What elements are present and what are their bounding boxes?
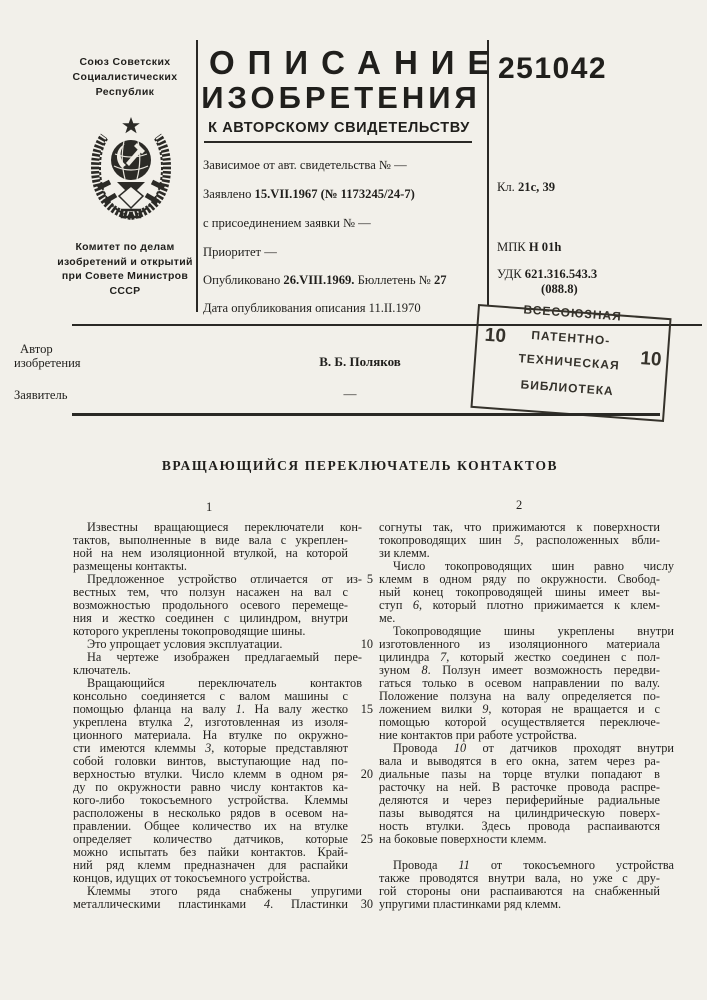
body-line: расположены в несколько рядов в осевом на- bbox=[73, 806, 348, 820]
gutter-line-number: 20 bbox=[360, 767, 373, 781]
author-label bbox=[14, 342, 81, 370]
body-line: токопроводящих шин 5, расположенных вбли- bbox=[379, 533, 660, 547]
column-1-header: 1 bbox=[206, 500, 213, 514]
ussr-coat-of-arms-icon bbox=[84, 116, 178, 226]
body-line: ной на нем изоляционной втулкой, на которой bbox=[73, 546, 348, 560]
body-line: согнуты так, что прижимаются к поверхности bbox=[379, 520, 660, 534]
body-line: помощью которой осуществляется переключе- bbox=[379, 715, 660, 729]
body-line: ние контактов при работе устройства. bbox=[379, 728, 577, 742]
body-line: Токопроводящие шины укреплены внутри bbox=[393, 624, 674, 638]
body-line: также проводятся внутри вала, но уже с дру- bbox=[379, 871, 660, 885]
body-line: расточку на ней. В расточке провода распре- bbox=[379, 780, 660, 794]
gutter-line-number: 30 bbox=[360, 897, 373, 911]
body-line: собой головки винтов, выступающие над по- bbox=[73, 754, 348, 768]
body-line: ний ряд клемм предназначен для распайки bbox=[73, 858, 348, 872]
body-line: ступ 6, который плотно прижимается к клем- bbox=[379, 598, 660, 612]
stamp-number-left: 10 bbox=[484, 324, 507, 348]
body-line: кого-либо токосъемного устройства. Клеммы bbox=[73, 793, 348, 807]
body-line: которого укреплены токопроводящие шины. bbox=[73, 624, 306, 638]
filing-row: Приоритет — bbox=[203, 245, 277, 259]
body-line: вестных тем, что ползун насажен на вал с bbox=[73, 585, 348, 599]
author-label-line2: изобретения bbox=[14, 356, 81, 370]
subtitle-underline bbox=[204, 141, 472, 143]
body-line: Положение ползуна на валу определяется по- bbox=[379, 689, 660, 703]
body-line: консольно соединяется с валом машины с bbox=[73, 689, 348, 703]
body-line: ный конец токопроводящей шины имеет вы- bbox=[379, 585, 660, 599]
union-name-line: Республик bbox=[95, 86, 155, 98]
applicant-value: — bbox=[343, 386, 357, 401]
body-line: Число токопроводящих шин равно числу bbox=[393, 559, 674, 573]
committee-name-line: Комитет по делам bbox=[75, 241, 175, 253]
filing-row: Зависимое от авт. свидетельства № — bbox=[203, 158, 407, 172]
body-line: Провода 10 от датчиков проходят внутри bbox=[393, 741, 675, 755]
body-line: Предложенное устройство отличается от из- bbox=[87, 572, 362, 586]
invention-title: ВРАЩАЮЩИЙСЯ ПЕРЕКЛЮЧАТЕЛЬ КОНТАКТОВ bbox=[161, 458, 559, 473]
committee-name-line: изобретений и открытий bbox=[57, 255, 193, 268]
stamp-line1: ВСЕСОЮЗНАЯ bbox=[523, 302, 623, 324]
body-line: Клеммы этого ряда снабжены упругими bbox=[87, 884, 362, 898]
library-stamp bbox=[470, 304, 671, 422]
filing-row: Заявлено 15.VII.1967 (№ 1173245/24-7) bbox=[203, 187, 415, 201]
body-line: деляются и через периферийные радиальные bbox=[379, 793, 660, 807]
body-line: верхностью втулки. Число клемм в одном ря- bbox=[73, 767, 348, 781]
body-line: Провода 11 от токосъемного устройства bbox=[393, 858, 674, 872]
body-line: ключатель. bbox=[73, 663, 131, 677]
body-line: укреплена втулка 2, изготовленная из изоля- bbox=[73, 715, 349, 729]
body-line: цилиндра 7, который жестко соединен с пол- bbox=[379, 650, 661, 664]
body-line: концов, идущих от токосъемного устройства. bbox=[73, 871, 311, 885]
body-line: изготовленного из изоляционного материала bbox=[379, 637, 660, 651]
body-line: определяет количество датчиков, которые bbox=[73, 832, 348, 846]
body-line: ме. bbox=[379, 611, 396, 625]
committee-name-line: СССР bbox=[109, 284, 141, 297]
body-line: на боковые поверхности клемм. bbox=[379, 832, 547, 846]
body-line: можно испытать без пайки контактов. Край- bbox=[73, 845, 348, 859]
gutter-line-number: 10 bbox=[360, 637, 373, 651]
body-line: гой стороны они распаиваются на снабженный bbox=[379, 884, 660, 898]
classification-row: Кл. 21c, 39 bbox=[497, 180, 556, 194]
body-line: Это упрощает условия эксплуатации. bbox=[87, 637, 283, 651]
committee-name-block bbox=[45, 240, 205, 298]
filing-row: Дата опубликования описания 11.II.1970 bbox=[203, 301, 421, 315]
body-line: размещены контакты. bbox=[73, 559, 187, 573]
filing-row: Опубликовано 26.VIII.1969. Бюллетень № 27 bbox=[203, 273, 447, 287]
document-subtitle: К АВТОРСКОМУ СВИДЕТЕЛЬСТВУ bbox=[208, 120, 470, 136]
body-line: клемм в одном ряду по окружности. Свобод- bbox=[379, 572, 660, 586]
body-line: ционного материала. На втулке по окружно- bbox=[73, 728, 348, 742]
body-line: На чертеже изображен предлагаемый пере- bbox=[87, 650, 362, 664]
body-line: зи клемм. bbox=[379, 546, 430, 560]
body-line: диальные пазы на торце втулки попадают в bbox=[379, 767, 660, 781]
document-type-title-2: ИЗОБРЕТЕНИЯ bbox=[201, 80, 481, 115]
union-name-block bbox=[55, 55, 195, 100]
body-line: металлическими пластинками 4. Пластинки bbox=[73, 897, 349, 911]
body-line: ность втулки. Здесь провода распаиваются bbox=[379, 819, 660, 833]
union-name-line: Социалистических bbox=[72, 71, 178, 83]
gutter-line-number: 25 bbox=[360, 832, 373, 846]
body-line: гаться только в осевом направлении по валу. bbox=[379, 676, 660, 690]
body-line: Вращающийся переключатель контактов bbox=[87, 676, 362, 690]
body-line: упругими пластинками ряд клемм. bbox=[379, 897, 562, 911]
body-line: ложением вилки 9, которая не вращается и с bbox=[379, 702, 660, 716]
union-name-line: Союз Советских bbox=[79, 56, 171, 68]
applicant-label: Заявитель bbox=[14, 388, 68, 402]
gutter-line-number: 5 bbox=[366, 572, 373, 586]
author-name: В. Б. Поляков bbox=[319, 354, 401, 369]
patent-number: 251042 bbox=[498, 52, 608, 85]
stamp-line2: ПАТЕНТНО- bbox=[530, 328, 611, 348]
committee-name-line: при Совете Министров bbox=[61, 270, 189, 282]
body-line: помощью фланца на валу 1. На валу жестко bbox=[73, 702, 348, 716]
author-section-bottom-rule bbox=[72, 413, 660, 416]
body-line: ду по окружности равно числу контактов ка- bbox=[73, 780, 348, 794]
body-line: вала и выводятся в его окна, затем через ра- bbox=[379, 754, 660, 768]
body-line: правлении. Общее количество их на втулке bbox=[73, 819, 348, 833]
body-line: пазы выводятся на цилиндрическую поверх- bbox=[379, 806, 660, 820]
filing-row: с присоединением заявки № — bbox=[203, 216, 371, 230]
column-2-header: 2 bbox=[516, 498, 523, 512]
stamp-line4: БИБЛИОТЕКА bbox=[520, 377, 615, 399]
classification-row: УДК 621.316.543.3 (088.8) bbox=[497, 267, 598, 296]
gutter-line-number: 15 bbox=[360, 702, 373, 716]
body-line: ния и жестко соединен с цилиндром, внутри bbox=[73, 611, 348, 625]
document-type-title: ОПИСАНИЕ bbox=[209, 44, 503, 81]
author-label-line1: Автор bbox=[20, 342, 53, 356]
body-line: Известны вращающиеся переключатели кон- bbox=[87, 520, 362, 534]
stamp-line3: ТЕХНИЧЕСКАЯ bbox=[518, 351, 621, 373]
classification-row: МПК H 01h bbox=[497, 240, 562, 254]
body-line: тактов, выполненные в виде вала с укреплен- bbox=[73, 533, 348, 547]
stamp-number-right: 10 bbox=[639, 348, 663, 371]
body-line: сти имеются клеммы 3, которые представляют bbox=[73, 741, 349, 755]
body-line: зуном 8. Ползун имеет возможность передви- bbox=[379, 663, 660, 677]
body-line: возможностью продольного осевого перемеще- bbox=[73, 598, 348, 612]
